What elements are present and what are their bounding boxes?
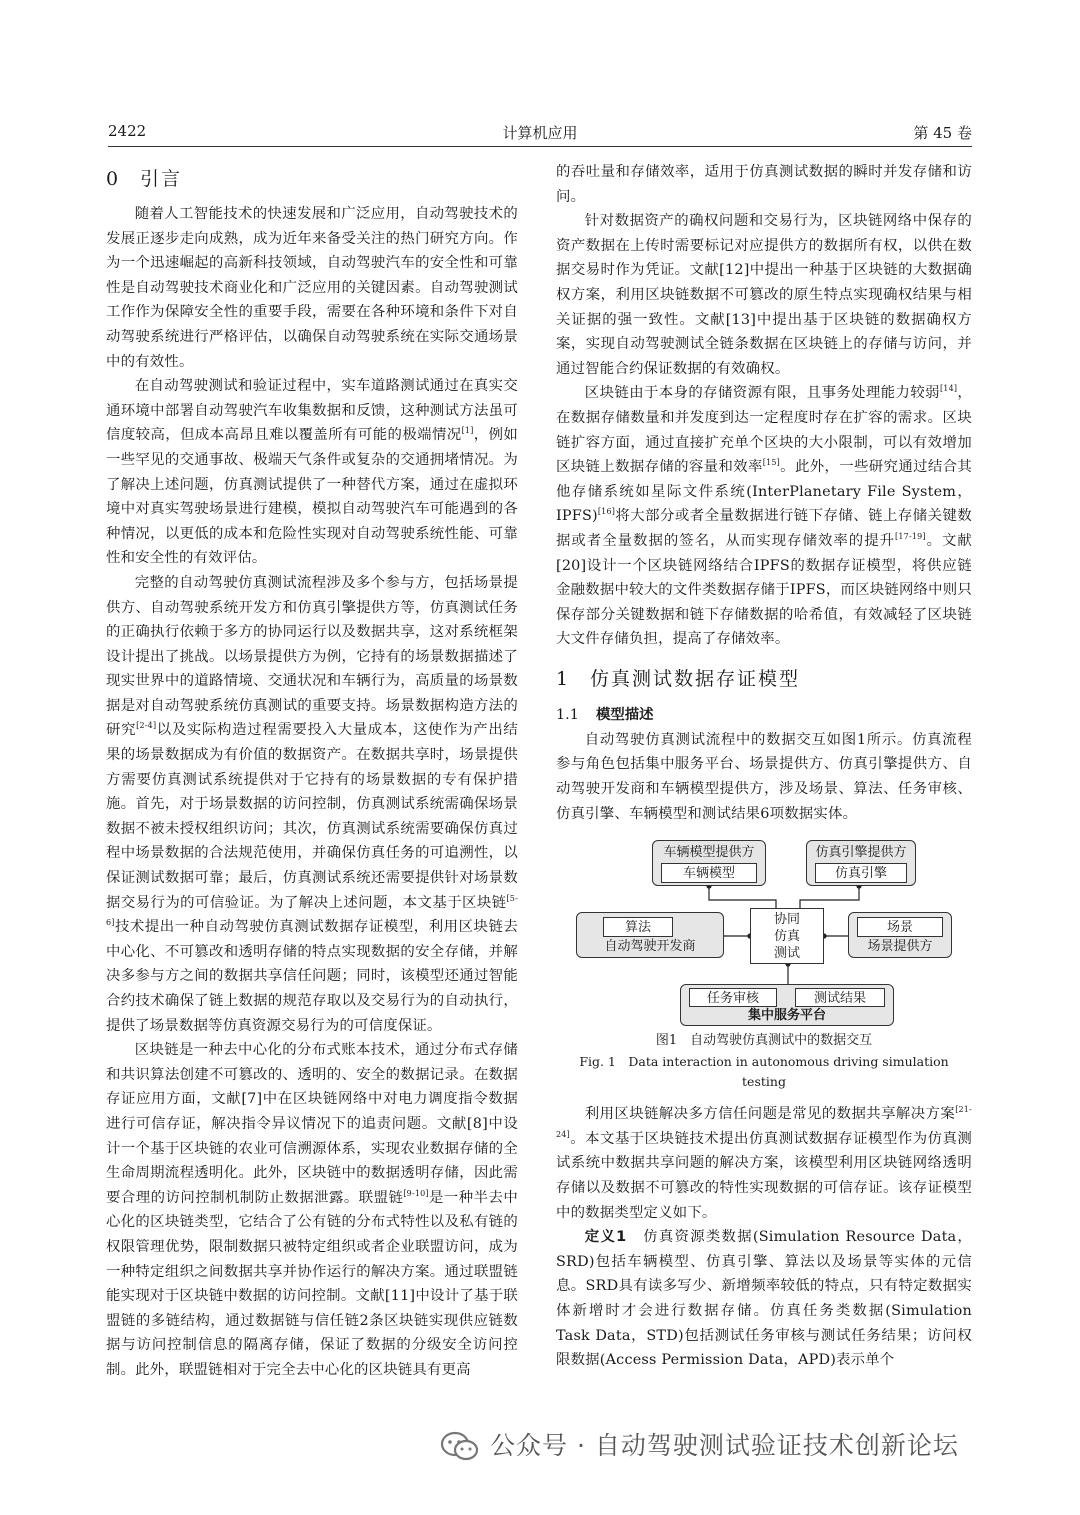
definition-1: 定义1 仿真资源类数据(Simulation Resource Data，SRD)包括车辆模型、仿真引擎、算法以及场景等实体的元信息。SRD具有读多写少、新增频率较低的特点，只有特定数据实体新增时才会进行数据存储。仿真任务类数据(Simulation Task Data，STD)包括测试任务审核与测试任务结果；访问权限数据(Access Permission Data，APD)表示单个 [556,1229,973,1369]
collaborative-simulation-test-box: 协同 仿真 测试 [750,908,824,964]
left-column [106,160,518,1383]
right-column [556,160,972,1373]
paragraph: 在自动驾驶测试和验证过程中，实车道路测试通过在真实交通环境中部署自动驾驶汽车收集数据和反馈，这种测试方法虽可信度较高，但成本高昂且难以覆盖所有可能的极端情况[1]，例如一些罕见的交通事故、极端天气条件或复杂的交通拥堵情况。为了解决上述问题，仿真测试提供了一种替代方案，通过在虚拟环境中对真实驾驶场景进行建模，模拟自动驾驶汽车可能遇到的各种情况，以更低的成本和危险性实现对自动驾驶系统性能、可靠性和安全性的有效评估。 [106,378,518,567]
subsection-heading: 1.1 模型描述 [556,706,654,723]
paragraph: 区块链由于本身的存储资源有限，且事务处理能力较弱[14]，在数据存储数量和并发度到达一定程度时存在扩容的需求。区块链扩容方面，通过直接扩充单个区块的大小限制，可以有效增加区块链上数据存储的容量和效率[15]。此外，一些研究通过结合其他存储系统如星际文件系统(InterPlanetary File System，IPFS)[16]将大部分或者全量数据进行链下存储、链上存储关键数据或者全量数据的签名，从而实现存储效率的提升[17-19]。文献[20]设计一个区块链网络结合IPFS的数据存证模型，将供应链金融数据中较大的文件类数据存储于IPFS，而区块链网络中则只保存部分关键数据和链下存储数据的哈希值，有效减轻了区块链大文件存储负担，提高了存储效率。 [556,384,973,648]
scene-provider-box: 场景 场景提供方 [848,912,952,958]
figure-caption-en: Fig. 1 Data interaction in autonomous driving simulation testing [579,1054,949,1090]
engine-provider-box: 仿真引擎提供方 仿真引擎 [806,840,916,886]
section-heading-1: 1 仿真测试数据存证模型 [556,667,801,690]
volume-label: 第 45 卷 [913,124,972,142]
watermark-text: 公众号 · 自动驾驶测试验证技术创新论坛 [490,1431,959,1460]
figure-1 [556,834,972,1026]
paragraph: 利用区块链解决多方信任问题是常见的数据共享解决方案[21-24]。本文基于区块链技术提出仿真测试数据存证模型作为仿真测试系统中数据共享问题的解决方案，该模型利用区块链网络透明存储以及数据不可篡改的特性实现数据的可信存证。该存证模型中的数据类型定义如下。 [556,1105,972,1221]
algorithm-box: 算法 [603,917,673,937]
scene-box: 场景 [857,917,943,937]
platform-box: 任务审核 测试结果 集中服务平台 [680,984,894,1026]
figure-caption-cn: 图1 自动驾驶仿真测试中的数据交互 [655,1033,873,1049]
paragraph: 区块链是一种去中心化的分布式账本技术，通过分布式存储和共识算法创建不可篡改的、透明的、安全的数据记录。在数据存证应用方面，文献[7]中在区块链网络中对电力调度指令数据进行可信存证，解决指令异议情况下的追责问题。文献[8]中设计一个基于区块链的农业可信溯源体系，实现农业数据存储的全生命周期流程透明化。此外，区块链中的数据透明存储，因此需要合理的访问控制机制防止数据泄露。联盟链[9-10]是一种半去中心化的区块链类型，它结合了公有链的分布式特性以及私有链的权限管理优势，限制数据只被特定组织或者企业联盟访问，成为一种特定组织之间数据共享并协作运行的解决方案。通过联盟链能实现对于区块链中数据的访问控制。文献[11]中设计了基于联盟链的多链结构，通过数据链与信任链2条区块链实现供应链数据与访问控制信息的隔离存储，保证了数据的分级安全访问控制。此外，联盟链相对于完全去中心化的区块链具有更高 [106,1042,518,1378]
paragraph: 随着人工智能技术的快速发展和广泛应用，自动驾驶技术的发展正逐步走向成熟，成为近年来备受关注的热门研究方向。作为一个迅速崛起的高新科技领域，自动驾驶汽车的安全性和可靠性是自动驾驶技术商业化和广泛应用的关键因素。自动驾驶测试工作作为保障安全性的重要手段，需要在各种环境和条件下对自动驾驶系统进行严格评估，以确保自动驾驶系统在实际交通场景中的有效性。 [106,206,518,370]
page-header [108,118,972,146]
vehicle-model-box: 车辆模型 [661,863,757,883]
paragraph: 针对数据资产的确权问题和交易行为，区块链网络中保存的资产数据在上传时需要标记对应提供方的数据所有权，以供在数据交易时作为凭证。文献[12]中提出一种基于区块链的大数据确权方案，利用区块链数据不可篡改的原生特点实现确权结果与相关证据的强一致性。文献[13]中提出基于区块链的数据确权方案，实现自动驾驶测试全链条数据在区块链上的存储与访问，并通过智能合约保证数据的有效确权。 [556,213,972,377]
developer-box: 算法 自动驾驶开发商 [576,912,724,958]
paragraph: 的吞吐量和存储效率，适用于仿真测试数据的瞬时并发存储和访问。 [556,164,972,205]
watermark [440,1426,1060,1470]
vehicle-model-provider-box: 车辆模型提供方 车辆模型 [652,840,766,886]
test-result-box: 测试结果 [795,988,885,1007]
page-number: 2422 [108,122,147,140]
paragraph: 完整的自动驾驶仿真测试流程涉及多个参与方，包括场景提供方、自动驾驶系统开发方和仿真引擎提供方等，仿真测试任务的正确执行依赖于多方的协同运行以及数据共享，这对系统框架设计提出了挑战。以场景提供方为例，它持有的场景数据描述了现实世界中的道路情境、交通状况和车辆行为，高质量的场景数据是对自动驾驶系统仿真测试的重要支持。场景数据构造方法的研究[2-4]以及实际构造过程需要投入大量成本，这使作为产出结果的场景数据成为有价值的数据资产。在数据共享时，场景提供方需要仿真测试系统提供对于它持有的场景数据的专有保护措施。首先，对于场景数据的访问控制，仿真测试系统需确保场景数据不被未授权组织访问；其次，仿真测试系统需要确保仿真过程中场景数据的合法规范使用，并确保仿真任务的可追溯性，以保证测试数据可靠；最后，仿真测试系统还需要提供针对场景数据交易行为的可信验证。为了解决上述问题，本文基于区块链[5-6]技术提出一种自动驾驶仿真测试数据存证模型，利用区块链去中心化、不可篡改和透明存储的特点实现数据的安全存储，并解决多参与方之间的数据共享信任问题；同时，该模型还通过智能合约技术确保了链上数据的规范存取以及交易行为的自动执行，提供了场景数据等仿真资源交易行为的可信度保证。 [106,574,518,1034]
engine-box: 仿真引擎 [815,863,907,883]
section-heading-0: 0 引言 [106,168,183,190]
header-rule [108,146,972,147]
wechat-icon [440,1431,480,1463]
paragraph: 自动驾驶仿真测试流程中的数据交互如图1所示。仿真流程参与角色包括集中服务平台、场景提供方、仿真引擎提供方、自动驾驶开发商和车辆模型提供方，涉及场景、算法、任务审核、仿真引擎、车辆模型和测试结果6项数据实体。 [556,731,972,822]
task-audit-box: 任务审核 [689,988,777,1007]
journal-name: 计算机应用 [502,124,578,142]
